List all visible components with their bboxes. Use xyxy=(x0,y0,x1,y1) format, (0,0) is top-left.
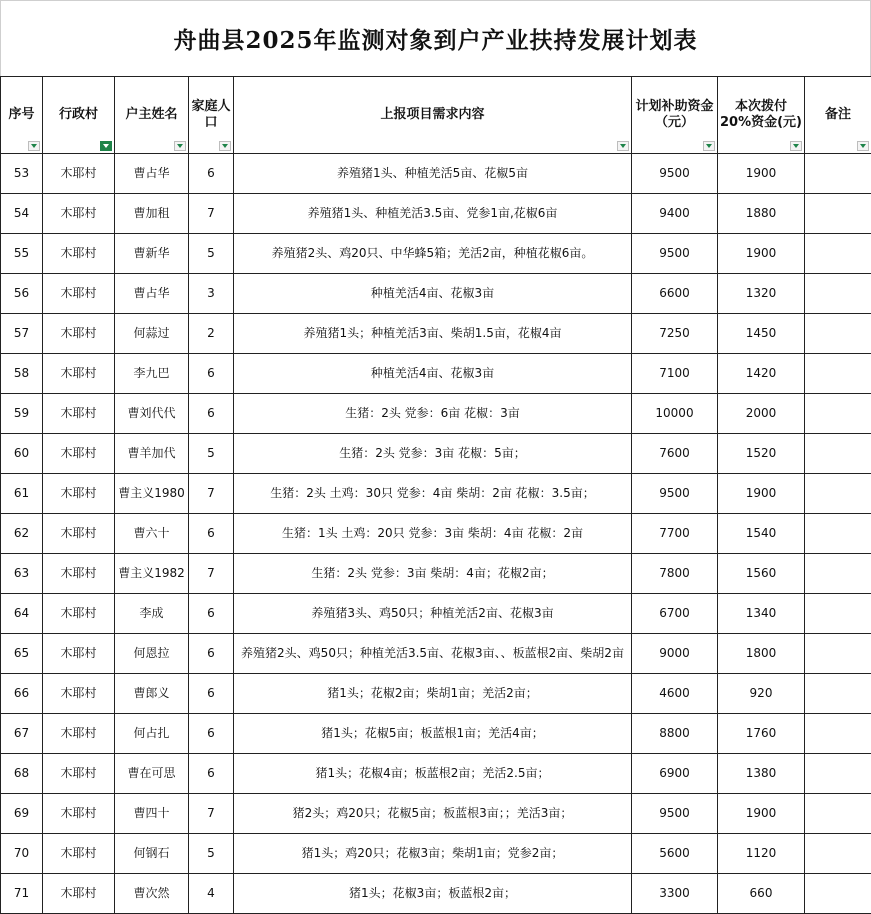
cell-content[interactable]: 养殖猪1头、种植羌活5亩、花椒5亩 xyxy=(234,154,632,194)
cell-pay[interactable]: 660 xyxy=(718,874,805,914)
table-row xyxy=(1,834,871,874)
table-row xyxy=(1,754,871,794)
cell-plan[interactable]: 4600 xyxy=(632,674,718,714)
cell-name[interactable]: 李成 xyxy=(115,594,189,634)
cell-name[interactable]: 何蒜过 xyxy=(115,314,189,354)
cell-content[interactable]: 养殖猪1头、种植羌活3.5亩、党参1亩,花椒6亩 xyxy=(234,194,632,234)
cell-pay[interactable]: 1520 xyxy=(718,434,805,474)
cell-village[interactable]: 木耶村 xyxy=(43,834,115,874)
cell-content[interactable]: 猪1头；鸡20只；花椒3亩；柴胡1亩；党参2亩； xyxy=(234,834,632,874)
cell-pop[interactable]: 3 xyxy=(189,274,234,314)
cell-pop[interactable]: 6 xyxy=(189,594,234,634)
cell-note[interactable] xyxy=(805,714,871,754)
table-row xyxy=(1,154,871,194)
cell-pay[interactable]: 1900 xyxy=(718,794,805,834)
cell-content[interactable]: 生猪：2头 党参：3亩 柴胡：4亩；花椒2亩； xyxy=(234,554,632,594)
filter-dropdown-icon[interactable] xyxy=(219,141,231,151)
cell-village[interactable]: 木耶村 xyxy=(43,754,115,794)
cell-plan[interactable]: 10000 xyxy=(632,394,718,434)
cell-name[interactable]: 曹占华 xyxy=(115,274,189,314)
cell-pay[interactable]: 1380 xyxy=(718,754,805,794)
cell-pay[interactable]: 1120 xyxy=(718,834,805,874)
cell-content[interactable]: 养殖猪1头；种植羌活3亩、柴胡1.5亩，花椒4亩 xyxy=(234,314,632,354)
filter-dropdown-icon[interactable] xyxy=(703,141,715,151)
cell-note[interactable] xyxy=(805,394,871,434)
table-row xyxy=(1,634,871,674)
cell-no[interactable]: 67 xyxy=(1,714,43,754)
cell-name[interactable]: 曹六十 xyxy=(115,514,189,554)
table-row xyxy=(1,674,871,714)
header-cell-note xyxy=(805,77,871,154)
header-cell-plan xyxy=(632,77,718,154)
table-row xyxy=(1,874,871,914)
header-label: 计划补助资金（元） xyxy=(632,99,717,131)
cell-pop[interactable]: 6 xyxy=(189,394,234,434)
cell-no[interactable]: 56 xyxy=(1,274,43,314)
cell-pay[interactable]: 1900 xyxy=(718,234,805,274)
cell-content[interactable]: 猪1头；花椒2亩；柴胡1亩；羌活2亩； xyxy=(234,674,632,714)
header-row xyxy=(1,77,871,154)
cell-pay[interactable]: 920 xyxy=(718,674,805,714)
header-cell-no xyxy=(1,77,43,154)
table-row xyxy=(1,274,871,314)
cell-note[interactable] xyxy=(805,434,871,474)
cell-content[interactable]: 生猪：2头 党参：6亩 花椒：3亩 xyxy=(234,394,632,434)
cell-pop[interactable]: 7 xyxy=(189,554,234,594)
cell-no[interactable]: 61 xyxy=(1,474,43,514)
cell-plan[interactable]: 9500 xyxy=(632,234,718,274)
table-row xyxy=(1,394,871,434)
cell-village[interactable]: 木耶村 xyxy=(43,554,115,594)
table-body xyxy=(1,154,871,914)
cell-note[interactable] xyxy=(805,474,871,514)
cell-pay[interactable]: 1420 xyxy=(718,354,805,394)
cell-no[interactable]: 66 xyxy=(1,674,43,714)
cell-plan[interactable]: 7700 xyxy=(632,514,718,554)
header-label: 上报项目需求内容 xyxy=(234,107,631,123)
cell-name[interactable]: 李九巴 xyxy=(115,354,189,394)
cell-name[interactable]: 曹加租 xyxy=(115,194,189,234)
cell-content[interactable]: 种植羌活4亩、花椒3亩 xyxy=(234,354,632,394)
cell-no[interactable]: 59 xyxy=(1,394,43,434)
cell-pay[interactable]: 1880 xyxy=(718,194,805,234)
cell-plan[interactable]: 5600 xyxy=(632,834,718,874)
cell-pop[interactable]: 2 xyxy=(189,314,234,354)
cell-pop[interactable]: 7 xyxy=(189,794,234,834)
cell-pop[interactable]: 6 xyxy=(189,354,234,394)
cell-plan[interactable]: 9500 xyxy=(632,154,718,194)
cell-pop[interactable]: 5 xyxy=(189,434,234,474)
table-row xyxy=(1,354,871,394)
cell-note[interactable] xyxy=(805,674,871,714)
cell-plan[interactable]: 3300 xyxy=(632,874,718,914)
table-row xyxy=(1,194,871,234)
filter-active-icon[interactable] xyxy=(100,141,112,151)
cell-plan[interactable]: 9000 xyxy=(632,634,718,674)
cell-content[interactable]: 生猪：1头 土鸡：20只 党参：3亩 柴胡：4亩 花椒：2亩 xyxy=(234,514,632,554)
data-table xyxy=(0,76,871,914)
cell-no[interactable]: 63 xyxy=(1,554,43,594)
cell-plan[interactable]: 6900 xyxy=(632,754,718,794)
cell-content[interactable]: 猪2头；鸡20只；花椒5亩；板蓝根3亩；；羌活3亩； xyxy=(234,794,632,834)
cell-note[interactable] xyxy=(805,354,871,394)
cell-note[interactable] xyxy=(805,554,871,594)
header-label: 行政村 xyxy=(43,107,114,123)
cell-name[interactable]: 曹在可思 xyxy=(115,754,189,794)
cell-pay[interactable]: 1560 xyxy=(718,554,805,594)
cell-plan[interactable]: 8800 xyxy=(632,714,718,754)
filter-dropdown-icon[interactable] xyxy=(174,141,186,151)
cell-pay[interactable]: 1450 xyxy=(718,314,805,354)
header-label: 序号 xyxy=(1,107,42,123)
cell-plan[interactable]: 9400 xyxy=(632,194,718,234)
cell-note[interactable] xyxy=(805,834,871,874)
cell-note[interactable] xyxy=(805,514,871,554)
cell-village[interactable]: 木耶村 xyxy=(43,634,115,674)
cell-content[interactable]: 种植羌活4亩、花椒3亩 xyxy=(234,274,632,314)
header-label: 备注 xyxy=(805,107,871,123)
cell-pay[interactable]: 1540 xyxy=(718,514,805,554)
header-cell-pop xyxy=(189,77,234,154)
cell-village[interactable]: 木耶村 xyxy=(43,874,115,914)
cell-plan[interactable]: 9500 xyxy=(632,474,718,514)
cell-no[interactable]: 65 xyxy=(1,634,43,674)
cell-plan[interactable]: 7600 xyxy=(632,434,718,474)
header-cell-pay xyxy=(718,77,805,154)
cell-village[interactable]: 木耶村 xyxy=(43,474,115,514)
cell-pay[interactable]: 2000 xyxy=(718,394,805,434)
cell-no[interactable]: 58 xyxy=(1,354,43,394)
cell-pop[interactable]: 7 xyxy=(189,194,234,234)
cell-content[interactable]: 生猪：2头 党参：3亩 花椒：5亩； xyxy=(234,434,632,474)
cell-note[interactable] xyxy=(805,194,871,234)
cell-no[interactable]: 57 xyxy=(1,314,43,354)
cell-pop[interactable]: 6 xyxy=(189,634,234,674)
table-row xyxy=(1,594,871,634)
cell-name[interactable]: 何恩拉 xyxy=(115,634,189,674)
cell-content[interactable]: 猪1头；花椒3亩；板蓝根2亩； xyxy=(234,874,632,914)
header-label: 户主姓名 xyxy=(115,107,188,123)
table-row xyxy=(1,474,871,514)
header-label: 家庭人口 xyxy=(189,99,233,131)
cell-plan[interactable]: 7100 xyxy=(632,354,718,394)
cell-no[interactable]: 60 xyxy=(1,434,43,474)
cell-no[interactable]: 69 xyxy=(1,794,43,834)
table-row xyxy=(1,234,871,274)
cell-pop[interactable]: 6 xyxy=(189,154,234,194)
cell-no[interactable]: 68 xyxy=(1,754,43,794)
cell-no[interactable]: 71 xyxy=(1,874,43,914)
cell-name[interactable]: 何钢石 xyxy=(115,834,189,874)
cell-pay[interactable]: 1340 xyxy=(718,594,805,634)
cell-plan[interactable]: 6700 xyxy=(632,594,718,634)
header-cell-content xyxy=(234,77,632,154)
cell-pop[interactable]: 5 xyxy=(189,234,234,274)
cell-content[interactable]: 猪1头；花椒4亩；板蓝根2亩；羌活2.5亩； xyxy=(234,754,632,794)
table-row xyxy=(1,434,871,474)
filter-dropdown-icon[interactable] xyxy=(617,141,629,151)
cell-pop[interactable]: 6 xyxy=(189,674,234,714)
cell-pop[interactable]: 6 xyxy=(189,754,234,794)
cell-note[interactable] xyxy=(805,314,871,354)
cell-pay[interactable]: 1900 xyxy=(718,154,805,194)
cell-no[interactable]: 55 xyxy=(1,234,43,274)
cell-name[interactable]: 曹新华 xyxy=(115,234,189,274)
cell-no[interactable]: 62 xyxy=(1,514,43,554)
cell-pop[interactable]: 6 xyxy=(189,714,234,754)
cell-content[interactable]: 养殖猪2头、鸡50只；种植羌活3.5亩、花椒3亩、、板蓝根2亩、柴胡2亩 xyxy=(234,634,632,674)
cell-village[interactable]: 木耶村 xyxy=(43,394,115,434)
cell-pay[interactable]: 1800 xyxy=(718,634,805,674)
cell-name[interactable]: 曹次然 xyxy=(115,874,189,914)
cell-village[interactable]: 木耶村 xyxy=(43,434,115,474)
filter-dropdown-icon[interactable] xyxy=(790,141,802,151)
header-label: 本次拨付20%资金(元) xyxy=(718,99,804,131)
cell-village[interactable]: 木耶村 xyxy=(43,314,115,354)
cell-name[interactable]: 曹占华 xyxy=(115,154,189,194)
cell-village[interactable]: 木耶村 xyxy=(43,354,115,394)
cell-note[interactable] xyxy=(805,234,871,274)
filter-dropdown-icon[interactable] xyxy=(28,141,40,151)
cell-name[interactable]: 曹郎义 xyxy=(115,674,189,714)
cell-plan[interactable]: 9500 xyxy=(632,794,718,834)
page-title: 舟曲县2025年监测对象到户产业扶持发展计划表 xyxy=(0,0,871,77)
filter-dropdown-icon[interactable] xyxy=(857,141,869,151)
table-row xyxy=(1,714,871,754)
cell-pop[interactable]: 4 xyxy=(189,874,234,914)
cell-pop[interactable]: 7 xyxy=(189,474,234,514)
cell-plan[interactable]: 7800 xyxy=(632,554,718,594)
cell-plan[interactable]: 7250 xyxy=(632,314,718,354)
cell-name[interactable]: 曹主义1980 xyxy=(115,474,189,514)
cell-village[interactable]: 木耶村 xyxy=(43,274,115,314)
cell-pop[interactable]: 6 xyxy=(189,514,234,554)
cell-name[interactable]: 曹主义1982 xyxy=(115,554,189,594)
cell-pop[interactable]: 5 xyxy=(189,834,234,874)
cell-village[interactable]: 木耶村 xyxy=(43,154,115,194)
header-cell-village xyxy=(43,77,115,154)
cell-note[interactable] xyxy=(805,874,871,914)
cell-content[interactable]: 养殖猪2头、鸡20只、中华蜂5箱；羌活2亩，种植花椒6亩。 xyxy=(234,234,632,274)
table-row xyxy=(1,794,871,834)
cell-note[interactable] xyxy=(805,794,871,834)
cell-note[interactable] xyxy=(805,274,871,314)
cell-village[interactable]: 木耶村 xyxy=(43,594,115,634)
cell-note[interactable] xyxy=(805,154,871,194)
cell-content[interactable]: 猪1头；花椒5亩；板蓝根1亩；羌活4亩； xyxy=(234,714,632,754)
cell-village[interactable]: 木耶村 xyxy=(43,194,115,234)
cell-pay[interactable]: 1900 xyxy=(718,474,805,514)
cell-no[interactable]: 70 xyxy=(1,834,43,874)
cell-village[interactable]: 木耶村 xyxy=(43,714,115,754)
cell-village[interactable]: 木耶村 xyxy=(43,234,115,274)
cell-name[interactable]: 曹刘代代 xyxy=(115,394,189,434)
cell-village[interactable]: 木耶村 xyxy=(43,794,115,834)
cell-no[interactable]: 53 xyxy=(1,154,43,194)
cell-pay[interactable]: 1320 xyxy=(718,274,805,314)
cell-note[interactable] xyxy=(805,594,871,634)
cell-no[interactable]: 64 xyxy=(1,594,43,634)
table-row xyxy=(1,514,871,554)
cell-village[interactable]: 木耶村 xyxy=(43,674,115,714)
cell-content[interactable]: 养殖猪3头、鸡50只；种植羌活2亩、花椒3亩 xyxy=(234,594,632,634)
cell-name[interactable]: 何占扎 xyxy=(115,714,189,754)
table-row xyxy=(1,314,871,354)
cell-note[interactable] xyxy=(805,634,871,674)
cell-note[interactable] xyxy=(805,754,871,794)
cell-plan[interactable]: 6600 xyxy=(632,274,718,314)
cell-name[interactable]: 曹羊加代 xyxy=(115,434,189,474)
cell-village[interactable]: 木耶村 xyxy=(43,514,115,554)
cell-content[interactable]: 生猪：2头 土鸡：30只 党参：4亩 柴胡：2亩 花椒：3.5亩； xyxy=(234,474,632,514)
cell-no[interactable]: 54 xyxy=(1,194,43,234)
header-cell-name xyxy=(115,77,189,154)
table-row xyxy=(1,554,871,594)
cell-name[interactable]: 曹四十 xyxy=(115,794,189,834)
cell-pay[interactable]: 1760 xyxy=(718,714,805,754)
